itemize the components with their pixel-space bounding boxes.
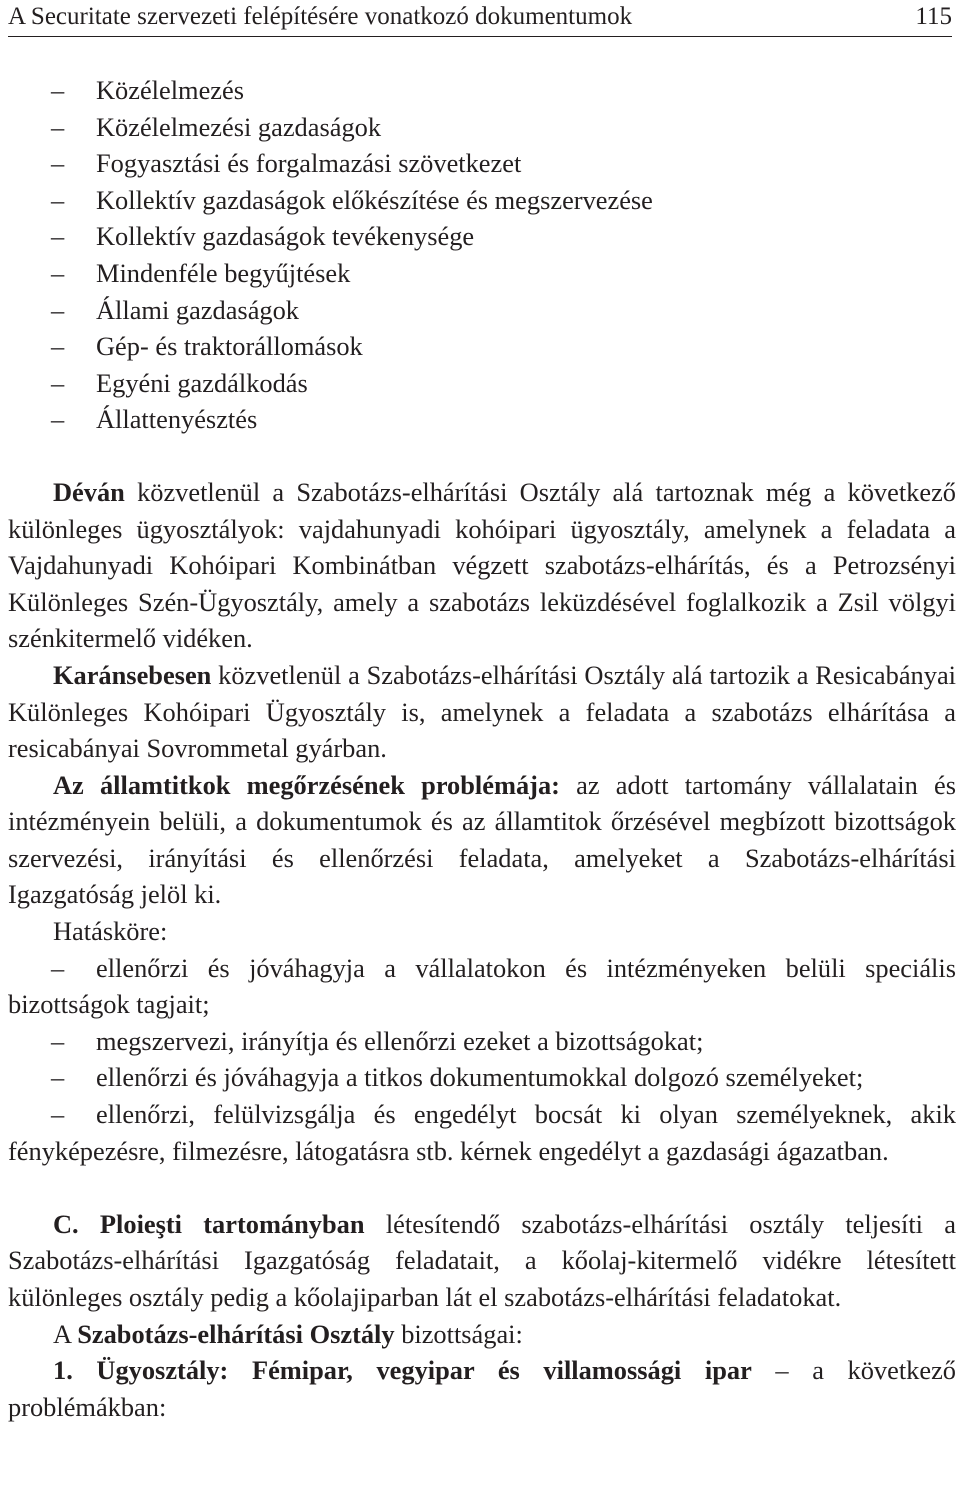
list-item: – Kollektív gazdaságok előkészítése és megszervezése: [51, 184, 653, 215]
paragraph-committees: A Szabotázs-elhárítási Osztály bizottságai:: [53, 1318, 523, 1349]
list-item: – Állami gazdaságok: [51, 294, 299, 325]
paragraph-karansebes: Karánsebesen közvetlenül a Szabotázs-elhárítási Osztály alá tartozik a Resicabányai Különleges Kohóipari Ügyosztály is, amelynek a feladata a szabotázs elhárítása a resicabányai Sovrommetal gyárban.: [8, 659, 956, 764]
spacer: [8, 438, 956, 474]
header-title: A Securitate szervezeti felépítésére vonatkozó dokumentumok: [8, 3, 633, 30]
duty-item: – ellenőrzi és jóváhagyja a titkos dokumentumokkal dolgozó személyeket;: [51, 1062, 864, 1093]
list-item: – Gép- és traktorállomások: [51, 331, 363, 362]
paragraph-state-secrets: Az államtitkok megőrzésének problémája: az adott tartomány vállalatain és intézményein belüli, a dokumentumok és az államtitok őrzésével megbízott bizottságok szervezési, irányítási és ellenőrzési feladata, amelyeket a Szabotázs-elhárítási Igazgatóság jelöl ki.: [8, 769, 957, 910]
activity-list: [8, 72, 956, 438]
running-header: [8, 0, 952, 37]
duty-item: – megszervezi, irányítja és ellenőrzi ezeket a bizottságokat;: [51, 1025, 704, 1056]
list-item: – Állattenyésztés: [51, 404, 258, 435]
paragraph-first-department: 1. Ügyosztály: Fémipar, vegyipar és villamossági ipar – a következő problémákban:: [8, 1355, 956, 1422]
paragraph-competence-heading: Hatásköre:: [53, 916, 168, 947]
list-item: – Egyéni gazdálkodás: [51, 367, 308, 398]
paragraph-section-c: C. Ploieşti tartományban létesítendő szabotázs-elhárítási osztály teljesíti a Szabotázs-elhárítási Igazgatóság feladatait, a kőolaj-kitermelő vidékre létesített különleges osztály pedig a kőolajiparban lát el szabotázs-elhárítási feladatokat.: [8, 1208, 956, 1312]
body-text: [8, 72, 956, 1425]
duty-item: – ellenőrzi és jóváhagyja a vállalatokon és intézményeken belüli speciális bizottságok tagjait;: [8, 952, 956, 1020]
spacer: [8, 1169, 956, 1206]
list-item: – Közélelmezés: [51, 75, 244, 105]
list-item: – Mindenféle begyűjtések: [51, 257, 351, 288]
page-number: 115: [915, 3, 952, 30]
list-item: – Kollektív gazdaságok tevékenysége: [51, 221, 475, 252]
duty-item: – ellenőrzi, felülvizsgálja és engedélyt bocsát ki olyan személyeknek, akik fényképezésre, filmezésre, látogatásra stb. kérnek engedélyt a gazdasági ágazatban.: [8, 1099, 956, 1166]
paragraph-devan: Déván közvetlenül a Szabotázs-elhárítási Osztály alá tartoznak még a következő különleges ügyosztályok: vajdahunyadi kohóipari ügyosztály, amelynek a feladata a Vajdahunyadi Kohóipari Kombinátban végzett szabotázs-elhárítás, és a Petrozsényi Különleges Szén-Ügyosztály, amely a szabotázs leküzdésével foglalkozik a Zsil völgyi szénkitermelő vidéken.: [8, 476, 956, 654]
list-item: – Közélelmezési gazdaságok: [51, 111, 382, 142]
list-item: – Fogyasztási és forgalmazási szövetkezet: [51, 148, 522, 179]
